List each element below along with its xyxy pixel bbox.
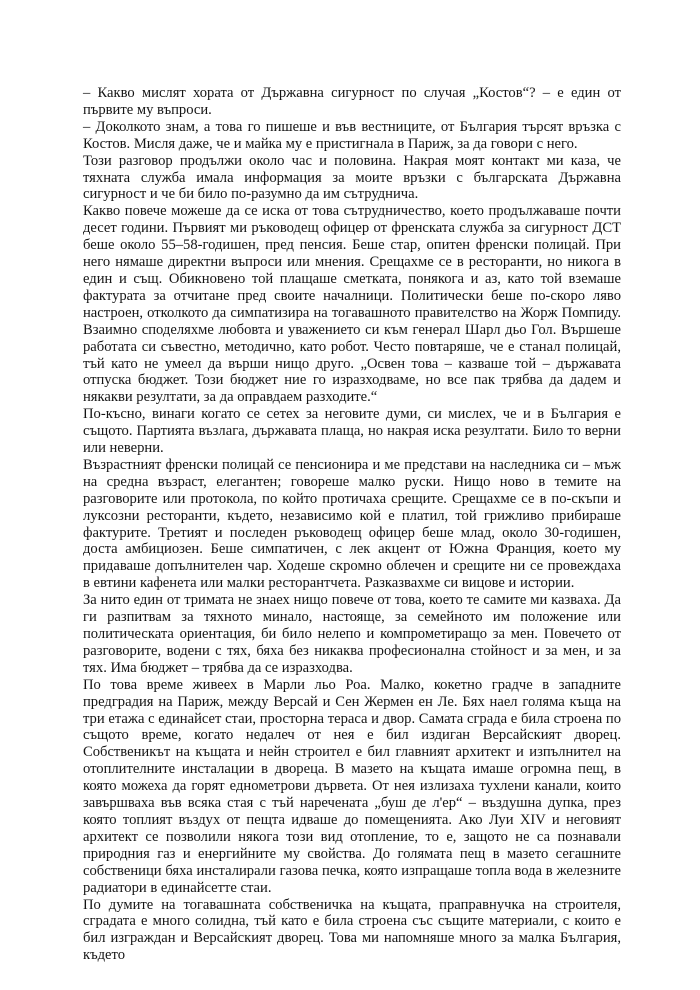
paragraph-three-officers: За нито един от тримата не знаех нищо повече от това, което те самите ми казваха. Да ги разпитвам за тяхното минало, настояще, за семейното им положение или политическата ориентация, би било нелепо и компрометиращо за мен. Повечето от разговорите, водени с тях, бяха без никаква професионална стойност и за мен, и за тях. Има бюджет – трябва да се изразходва. [83,592,621,676]
paragraph-first-officer: Какво повече можеше да се иска от това сътрудничество, което продължаваше почти десет години. Първият ми ръководещ офицер от френската служба за сигурност ДСТ беше около 55–58-годишен, пред пенсия. Беше стар, опитен френски полицай. При него нямаше директни въпроси или мнения. Срещахме се в ресторанти, но никога в един и същ. Обикновено той плащаше сметката, понякога и аз, като той вземаше фактурата за отчитане пред своите началници. Политически беше по-скоро ляво настроен, отколкото да симпатизира на тогавашното правителство на Жорж Помпиду. Взаимно споделяхме любовта и уважението си към генерал Шарл дьо Гол. Вършеше работата си съвестно, методично, като робот. Често повтаряше, че е станал полицай, тъй като не умеел да върши нищо друго. „Освен това – казваше той – държавата отпуска бюджет. Този бюджет ние го изразходваме, но все пак трябва да дадем и някакви резултати, за да оправдаем разходите.“ [83,203,621,406]
paragraph-successors: Възрастният френски полицай се пенсионира и ме представи на наследника си – мъж на средна възраст, елегантен; говореше малко руски. Нищо ново в темите на разговорите или протокола, по който протичаха срещите. Срещахме се в по-скъпи и луксозни ресторанти, където, независимо кой е платил, той грижливо прибираше фактурите. Третият и последен ръководещ офицер беше млад, около 30-годишен, доста амбициозен. Беше симпатичен, с лек акцент от Южна Франция, което му придаваше допълнителен чар. Ходеше скромно облечен и срещите ни се провеждаха в евтини кафенета или малки ресторантчета. Разказвахме си вицове и истории. [83,456,621,592]
paragraph-owner-words: По думите на тогавашната собственичка на къщата, праправнучка на строителя, сградата е много солидна, тъй като е била строена със същите материали, с които е бил изграждан и Версайският дворец. Това ми напомняше много за малка България, където [83,896,621,964]
paragraph-kostov-answer: – Доколкото знам, а това го пишеше и във вестниците, от България търсят връзка с Костов. Мисля даже, че и майка му е пристигнала в Париж, за да говори с него. [83,118,621,152]
paragraph-kostov-question: – Какво мислят хората от Държавна сигурност по случая „Костов“? – е един от първите му въпроси. [83,85,621,118]
paragraph-later-reflection: По-късно, винаги когато се сетех за неговите думи, си мислех, че и в България е същото. Партията възлага, държавата плаща, но накрая иска резултати. Било то верни или неверни. [83,406,621,457]
document-page [83,85,621,964]
paragraph-marly-house: По това време живеех в Марли льо Роа. Малко, кокетно градче в западните предградия на Париж, между Версай и Сен Жермен ен Ле. Бях наел голяма къща на три етажа с единайсет стаи, просторна тераса и двор. Самата сграда е била строена по същото време, когато недалеч от нея е бил издиган Версайският дворец. Собственикът на къщата и нейн строител е бил главният архитект и изпълнител на отоплителните инсталации в двореца. В мазето на къщата имаше огромна пещ, в която можеха да горят еднометрови дървета. От нея излизаха тухлени канали, които завършваха във всяка стая с тъй наречената „буш де л'ер“ – въздушна дупка, през която топлият въздух от пещта идваше до помещенията. Ако Луи XIV и неговият архитект се позволили някога този вид отопление, то е, защото не са познавали природния газ и енергийните му свойства. До голямата пещ в мазето сегашните собственици бяха инсталирали газова печка, която изпращаше топла вода в железните радиатори в единайсетте стаи. [83,676,621,896]
paragraph-conversation: Този разговор продължи около час и половина. Накрая моят контакт ми каза, че тяхната служба имала информация за моите връзки с българската Държавна сигурност и че би било по-разумно да им сътруднича. [83,152,621,203]
